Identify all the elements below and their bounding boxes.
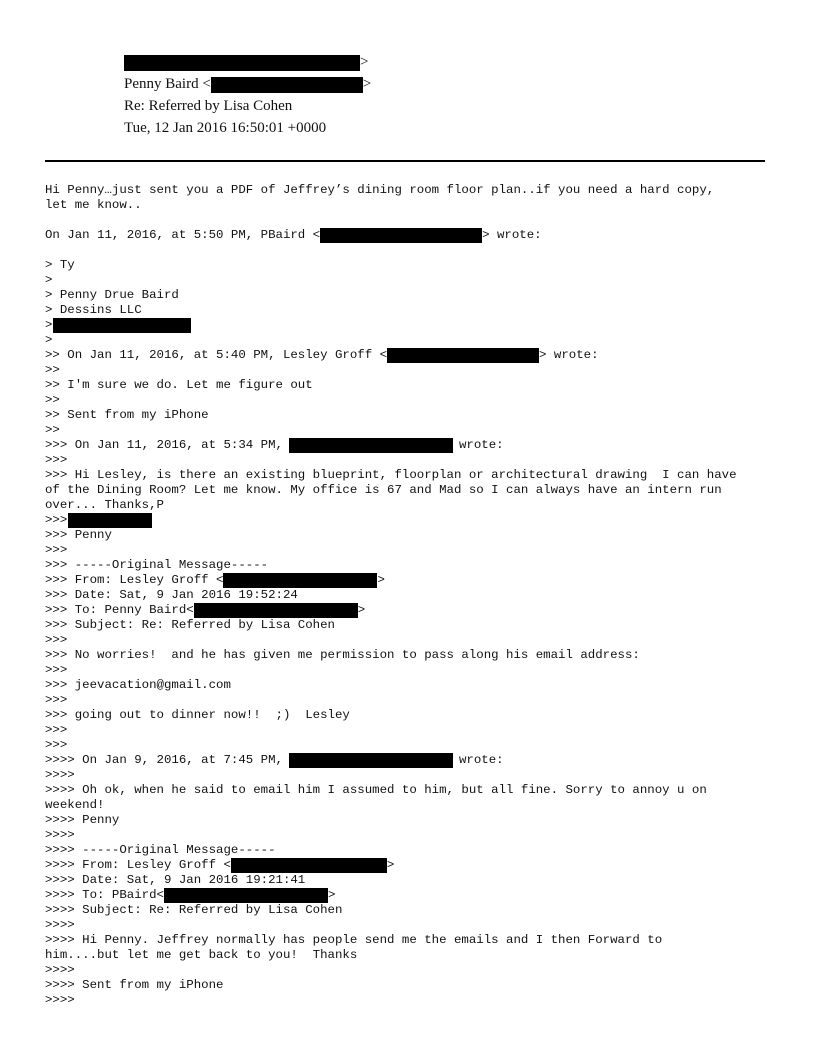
body-line: >>>> Hi Penny. Jeffrey normally has people send me the emails and I then Forward to [45,933,663,947]
from-value [124,52,368,72]
body-line [45,573,385,588]
quote-text: >>>> On Jan 9, 2016, at 7:45 PM, [45,753,283,767]
quote-text: > [357,603,366,617]
quote-text: >> On Jan 11, 2016, at 5:40 PM, Lesley Groff < [45,348,388,362]
to-address: Penny Baird < [124,76,211,92]
quote-text: >>> To: Penny Baird< [45,603,194,617]
body-line: > Dessins LLC [45,303,142,317]
body-line: >>>> Subject: Re: Referred by Lisa Cohen [45,903,343,917]
body-line: >>> [45,453,68,467]
body-line: of the Dining Room? Let me know. My office is 67 and Mad so I can always have an intern run [45,483,722,497]
quote-text: > [377,573,385,587]
body-line: >>> [45,663,68,677]
quote-text: > [45,318,53,332]
quote-text: >>> From: Lesley Groff < [45,573,224,587]
body-line: >>> Subject: Re: Referred by Lisa Cohen [45,618,335,632]
to-close-bracket: > [362,76,372,92]
body-line [45,228,542,243]
body-line: > Penny Drue Baird [45,288,179,302]
body-line: >>> Date: Sat, 9 Jan 2016 19:52:24 [45,588,298,602]
quote-text: > wrote: [482,228,542,242]
redaction-block [320,228,482,243]
body-line [45,513,152,528]
body-line [45,753,504,768]
body-line: >>>> [45,993,75,1007]
body-line: >>> -----Original Message----- [45,558,269,572]
body-line: >>>> Date: Sat, 9 Jan 2016 19:21:41 [45,873,306,887]
redaction-block [289,438,453,453]
quote-text: > [386,858,395,872]
body-line: >> [45,363,60,377]
redaction-block [53,318,191,333]
body-line: >>> [45,723,68,737]
body-line [45,858,394,873]
body-line: >> [45,393,60,407]
body-line: > [45,333,53,347]
quote-text: > wrote: [539,348,599,362]
body-line: >>> going out to dinner now!! ;) Lesley [45,708,350,722]
body-line: >> [45,423,60,437]
body-line: >>> [45,543,68,557]
body-line [45,348,599,363]
body-line: >>>> [45,918,75,932]
body-line: >>> Penny [45,528,112,542]
redaction-block [164,888,328,903]
quote-text: >>> On Jan 11, 2016, at 5:34 PM, [45,438,283,452]
body-line [45,603,365,618]
date-value: Tue, 12 Jan 2016 16:50:01 +0000 [124,120,327,136]
redaction-block [68,513,152,528]
body-line: > Ty [45,258,75,272]
quote-text: >>>> To: PBaird< [45,888,164,902]
body-line: >>> [45,633,68,647]
quote-text: > [327,888,336,902]
body-line: >> I'm sure we do. Let me figure out [45,378,313,392]
body-line: >>> [45,738,68,752]
body-line: >>> [45,693,68,707]
body-line: >>> jeevacation@gmail.com [45,678,231,692]
quote-text: On Jan 11, 2016, at 5:50 PM, PBaird < [45,228,321,242]
body-line [45,888,335,903]
body-line: him....but let me get back to you! Thanks [45,948,358,962]
quote-text: wrote: [458,753,504,767]
body-line: >>>> Oh ok, when he said to email him I assumed to him, but all fine. Sorry to annoy u on [45,783,707,797]
subject-value: Re: Referred by Lisa Cohen [124,98,293,114]
body-line: let me know.. [45,198,142,212]
redaction-block [387,348,539,363]
body-line: >>>> Sent from my iPhone [45,978,224,992]
body-line: >>>> Penny [45,813,120,827]
from-close-bracket: > [360,54,369,70]
redaction-block [231,858,387,873]
quote-text: wrote: [458,438,504,452]
body-line: weekend! [45,798,105,812]
body-line: >>>> [45,768,75,782]
redaction-block [223,573,377,588]
quote-text: >>> [45,513,68,527]
body-line: >>>> [45,963,75,977]
to-value [124,74,371,94]
body-line: Hi Penny…just sent you a PDF of Jeffrey’s dining room floor plan..if you need a hard copy, [45,183,715,197]
body-line [45,318,191,333]
body-line: >>>> -----Original Message----- [45,843,276,857]
body-line: over... Thanks,P [45,498,164,512]
redaction-block [194,603,358,618]
redaction-block [211,77,363,93]
redaction-block [124,55,360,71]
body-line: >>> Hi Lesley, is there an existing blueprint, floorplan or architectural drawing I can have [45,468,737,482]
body-line: >>> No worries! and he has given me permission to pass along his email address: [45,648,640,662]
redaction-block [289,753,453,768]
body-line: > [45,273,53,287]
body-line: >>>> [45,828,75,842]
body-line [45,438,504,453]
header-divider [45,160,765,162]
quote-text: >>>> From: Lesley Groff < [45,858,231,872]
body-line: >> Sent from my iPhone [45,408,209,422]
